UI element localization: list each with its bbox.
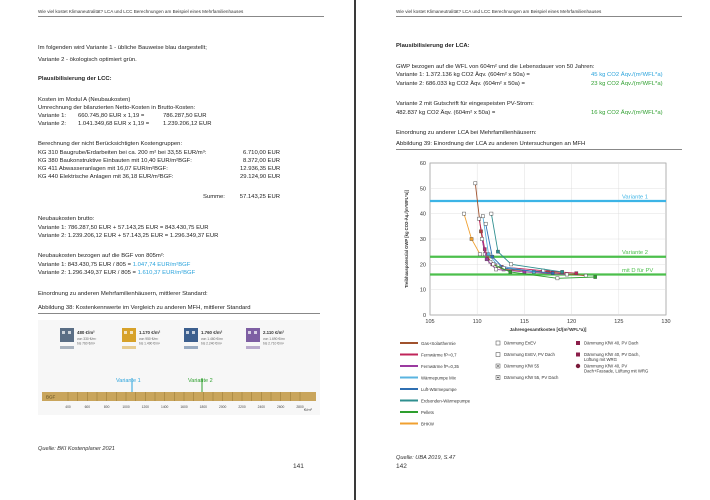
y-tick-label: 20 [419, 262, 426, 269]
v1-brutto-label: Variante 1: [38, 113, 67, 119]
neubaukosten-v2: Variante 2: 1.239.206,12 EUR + 57.143,25 EUR = 1.296.349,37 EUR [38, 233, 219, 239]
card-range-to: bis 1.490 €/m² [139, 341, 160, 346]
data-point [496, 250, 499, 253]
legend-marker [496, 353, 500, 357]
figure-caption-38: Abbildung 38: Kostenkennwerte im Vergleich zu anderen MFH, mittlerer Standard [38, 305, 320, 314]
scale-tick-label: 2800 [296, 405, 304, 409]
scale-tick-label: 1200 [141, 405, 150, 409]
legend-label: Dämmung KfW 55 [504, 363, 540, 369]
running-header-right: Wie viel kostet Klimaneutralität? LCA und LCC Berechnungen am Beispiel eines Mehrfamilienhauses [396, 9, 682, 17]
legend-square [496, 341, 500, 345]
legend-label: Wärmepumpe Mix [421, 375, 456, 381]
page-number-141: 141 [293, 463, 304, 470]
data-point [478, 253, 481, 256]
y-tick-label: 10 [419, 287, 426, 294]
data-point [474, 182, 477, 185]
lca-chart [396, 155, 682, 450]
gwp-intro: GWP bezogen auf die WFL von 604m² und die Lebensdauer von 50 Jahren: [396, 64, 595, 70]
gwp-v1-value: 45 kg CO2 Äqv./(m²WFL*a) [591, 72, 663, 78]
bgf-v2 [38, 270, 195, 277]
v2-brutto-value: 1.239.206,12 EUR [163, 121, 212, 127]
legend-marker [496, 364, 500, 368]
scale-tick-label: 1400 [160, 405, 169, 409]
gwp-v2-calc: Variante 2: 686.033 kg CO2 Äqv. (604m² x 50a) = [396, 81, 525, 87]
data-point [485, 258, 488, 261]
kg-440-label: KG 440 Elektrische Anlagen mit 36,18 EUR/m²BGF: [38, 174, 174, 180]
legend-label: Dämmung KfW 40, PV [584, 363, 628, 369]
card-range-to: bis 760 €/m² [77, 341, 96, 346]
x-tick-label: 125 [614, 319, 624, 325]
legend-label: Dämmung KfW 55, PV Dach [504, 375, 559, 381]
data-point [594, 275, 597, 278]
bgf-heading: Neubaukosten bezogen auf die BGF von 805m²: [38, 253, 165, 259]
data-point [480, 237, 483, 240]
kg-intro: Berechnung der nicht Berücksichtigten Kostengruppen: [38, 141, 183, 147]
cost-cards [60, 328, 286, 349]
intro-line-2: Variante 2 - ökologisch optimiert grün. [38, 57, 137, 63]
kg-380-value: 8.372,00 EUR [242, 158, 280, 164]
source-note-right: Quelle: UBA 2019, S.47 [396, 455, 456, 461]
kg-310-label: KG 310 Baugrube/Erdarbeiten bei ca. 200 m² bei 33,55 EUR/m³: [38, 150, 207, 156]
data-point [490, 212, 493, 215]
cost-card-3 [184, 328, 224, 349]
legend-label: Dämmung KfW 40, PV Dach [584, 340, 639, 346]
v2-brutto-calc: 1.041.349,68 EUR x 1,19 = [78, 121, 150, 127]
cost-card-2 [122, 328, 161, 349]
y-tick-label: 50 [419, 186, 426, 193]
var2-label: Variante 2 [188, 378, 213, 384]
window-icon [124, 331, 127, 334]
intro-line-1: Im folgenden wird Variante 1 - übliche Bauweise blau dargestellt; [38, 45, 207, 51]
legend-label: Fernwärme fP=0,35 [421, 363, 459, 369]
scale-label: BGF [46, 394, 56, 400]
var1-label: Variante 1 [116, 378, 141, 384]
x-tick-label: 115 [520, 319, 529, 325]
data-point [509, 270, 512, 273]
legend-label: Dämmung EnEV [504, 340, 537, 346]
v1-brutto-value: 786.287,50 EUR [163, 113, 207, 119]
legend-label: Erdsonden-Wärmepumpe [421, 398, 471, 404]
legend-dot [497, 365, 499, 367]
data-point [492, 263, 495, 266]
legend-dot [497, 377, 499, 379]
data-point [462, 212, 465, 215]
scale-tick-label: 2600 [276, 405, 285, 409]
data-point [470, 237, 473, 240]
reference-line-label: Variante 2 [622, 250, 648, 257]
kg-380-label: KG 380 Baukonstruktive Einbauten mit 10,40 EUR/m²BGF: [38, 158, 192, 164]
v2-brutto-label: Variante 2: [38, 121, 67, 127]
scale-tick-label: 2400 [257, 405, 266, 409]
scale-tick-label: 800 [103, 405, 110, 409]
window-icon [254, 331, 257, 334]
building-icon [184, 328, 198, 342]
x-tick-label: 120 [567, 319, 577, 325]
legend-label: Gas+Solarthermie [421, 340, 456, 346]
scale-tick-label: 2000 [218, 405, 227, 409]
scale-tick-label: 1800 [199, 405, 208, 409]
summe-label: Summe: [203, 194, 225, 200]
chart-legend [400, 341, 649, 427]
card-range-from: von 330 €/m² [77, 337, 97, 341]
window-icon [68, 331, 71, 334]
kg-440-value: 29.124,90 EUR [240, 174, 281, 180]
card-range-from: von 1.460 €/m² [201, 337, 223, 341]
legend-label: Pellets [421, 409, 434, 415]
scale-tick-label: 1600 [180, 405, 188, 409]
legend-label-cont: Dach+Fassade, Lüftung mit WRG [584, 368, 649, 374]
window-icon [62, 331, 65, 334]
cost-card-4 [246, 328, 286, 349]
card-range-from: von 950 €/m² [139, 337, 159, 341]
bgf-v1-value: 1.047,74 EUR/m²BGF [132, 262, 191, 268]
bgf-v1 [38, 262, 190, 269]
bki-cost-graphic [38, 320, 320, 415]
scale-tick-label: 1000 [122, 405, 130, 409]
card-range-to: bis 2.710 €/m² [263, 341, 284, 346]
legend-label: Luft-Wärmepumpe [421, 386, 457, 392]
reference-line-label: Variante 1 [622, 194, 648, 201]
card-price: 480 €/m² [77, 330, 95, 335]
legend-marker [496, 341, 500, 345]
cost-card-1 [60, 328, 97, 349]
scale-unit: €/m² [304, 407, 312, 412]
bki-cost-figure [38, 320, 320, 415]
kg-310-value: 6.710,00 EUR [242, 150, 280, 156]
x-tick-label: 105 [425, 319, 435, 325]
x-tick-label: 110 [472, 319, 482, 325]
card-band [246, 346, 260, 349]
scale-tick-label: 2200 [238, 405, 246, 409]
building-icon [122, 328, 136, 342]
legend-label: Fernwärme fP=0,7 [421, 352, 457, 358]
card-price: 2.110 €/m² [263, 330, 284, 335]
data-point [510, 263, 513, 266]
lca-chart-svg [396, 155, 682, 450]
kg-411-label: KG 411 Abwasseranlagen mit 16,07 EUR/m²BGF: [38, 166, 168, 172]
gutschrift-value: 16 kg CO2 Äqv./(m²WFL*a) [591, 110, 663, 116]
data-point [494, 268, 497, 271]
modul-a-text: Kosten im Modul A (Neubaukosten) [38, 97, 131, 103]
card-range-to: bis 2.240 €/m² [201, 341, 222, 346]
running-header: Wie viel kostet Klimaneutralität? LCA und LCC Berechnungen am Beispiel eines Mehrfamilienhauses [38, 9, 324, 17]
y-tick-label: 40 [419, 211, 426, 218]
data-point [565, 273, 568, 276]
gutschrift-calc: 482.837 kg CO2 Äqv. (604m² x 50a) = [396, 110, 496, 116]
card-range-from: von 1.690 €/m² [263, 337, 285, 341]
card-price: 1.170 €/m² [139, 330, 161, 335]
data-point [551, 272, 554, 275]
legend-square [496, 353, 500, 357]
lcc-heading: Plausibilisierung der LCC: [38, 76, 112, 82]
window-icon [186, 331, 189, 334]
einordnung-lca-text: Einordnung zu anderer LCA bei Mehrfamilienhäusern: [396, 130, 537, 136]
v1-brutto-calc: 660.745,80 EUR x 1,19 = [78, 113, 145, 119]
bgf-v1-calc: Variante 1: 843.430,75 EUR / 805 = [38, 262, 133, 268]
reference-line-label: mit D für PV [622, 267, 654, 274]
scale-tick-label: 400 [65, 405, 71, 409]
data-point [491, 255, 494, 258]
gutschrift-intro: Variante 2 mit Gutschrift für eingespeisten PV-Strom: [396, 101, 534, 107]
lca-heading: Plausibilisierung der LCA: [396, 43, 470, 49]
card-price: 1.760 €/m² [201, 330, 223, 335]
data-point [484, 222, 487, 225]
y-tick-label: 0 [422, 313, 426, 319]
card-band [122, 346, 136, 349]
page-number-142: 142 [396, 463, 407, 470]
cost-scale-bar [42, 392, 316, 401]
page-141 [0, 0, 354, 500]
building-icon [60, 328, 74, 342]
legend-square-filled [576, 353, 580, 357]
neubaukosten-heading: Neubaukosten brutto: [38, 216, 95, 222]
legend-circle [576, 364, 580, 368]
x-axis-label: Jahresgesamtkosten [€/(m²WFL*a)] [509, 327, 587, 332]
legend-label-cont: Lüftung mit WRG [584, 357, 617, 363]
y-tick-label: 60 [419, 161, 426, 167]
window-icon [130, 331, 133, 334]
summe-value: 57.143,25 EUR [239, 194, 280, 200]
y-axis-label: Treibhauspotenzial GWP [kg CO2-Äq./(m²WFL*a)] [404, 190, 409, 288]
data-point [561, 270, 564, 273]
legend-marker [496, 376, 500, 380]
kg-411-value: 12.936,35 EUR [240, 166, 281, 172]
legend-label: BHKW [421, 421, 434, 427]
source-note-left: Quelle: BKI Kostenplaner 2021 [38, 446, 115, 452]
data-point [487, 253, 490, 256]
bgf-v2-value: 1.610,37 EUR/m²BGF [137, 270, 196, 276]
bgf-v2-calc: Variante 2: 1.296.349,37 EUR / 805 = [38, 270, 138, 276]
gwp-v2-value: 23 kg CO2 Äqv./(m²WFL*a) [591, 81, 663, 87]
y-tick-label: 30 [419, 237, 426, 243]
data-point [556, 277, 559, 280]
card-band [60, 346, 74, 349]
building-icon [246, 328, 260, 342]
neubaukosten-v1: Variante 1: 786.287,50 EUR + 57.143,25 EUR = 843.430,75 EUR [38, 225, 209, 231]
scale-tick-label: 600 [84, 405, 91, 409]
einordnung-text: Einordnung zu anderen Mehrfamilienhäusern, mittlerer Standard: [38, 291, 208, 297]
figure-caption-39: Abbildung 39: Einordnung der LCA zu anderen Untersuchungen an MFH [396, 141, 682, 150]
data-point [477, 217, 480, 220]
gwp-v1-calc: Variante 1: 1.372.136 kg CO2 Äqv. (604m² x 50a) = [396, 72, 530, 78]
x-tick-label: 130 [661, 319, 671, 325]
page-142 [356, 0, 710, 500]
umrechnung-text: Umrechnung der bilanzierten Netto-Kosten in Brutto-Kosten: [38, 105, 196, 111]
card-band [184, 346, 198, 349]
data-point [481, 215, 484, 218]
data-point [575, 272, 578, 275]
legend-label: Dämmung EnEV, PV Dach [504, 352, 555, 358]
window-icon [248, 331, 251, 334]
legend-label: Dämmung KfW 40, PV Dach, [584, 352, 640, 358]
window-icon [192, 331, 195, 334]
legend-square-filled [576, 341, 580, 345]
